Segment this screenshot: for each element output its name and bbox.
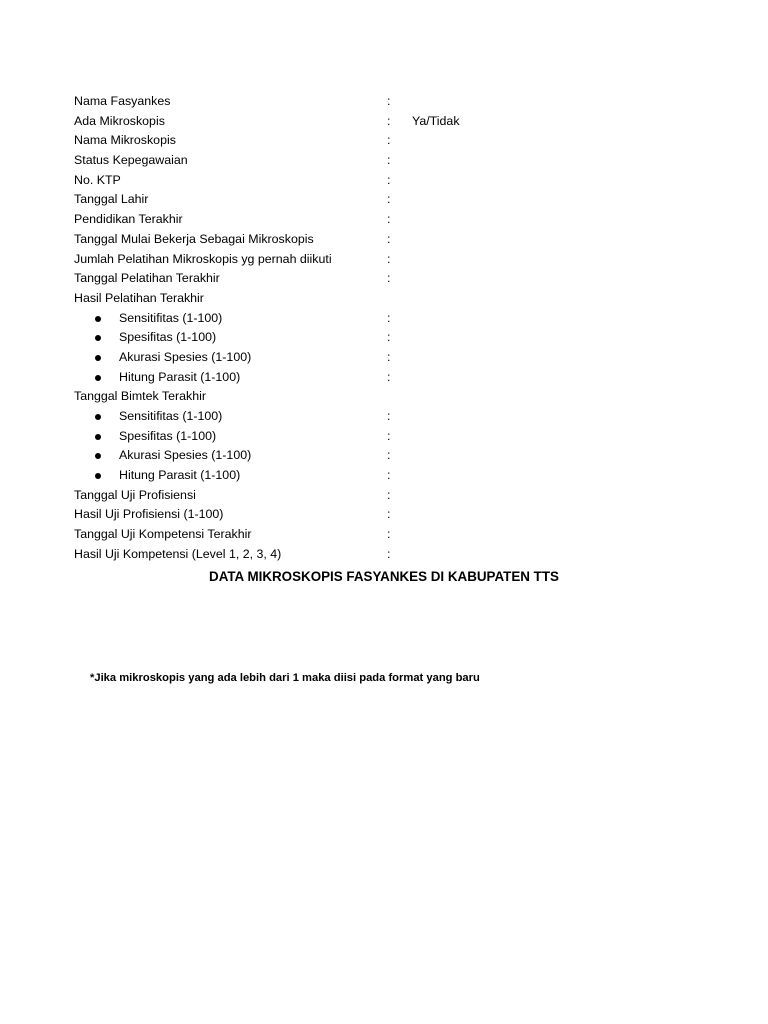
field-colon: : [387, 133, 391, 148]
form-row [74, 131, 694, 151]
field-label: Ada Mikroskopis [74, 113, 165, 128]
field-label: Hasil Uji Profisiensi (1-100) [74, 507, 224, 522]
field-colon: : [387, 369, 391, 384]
form-row [74, 269, 694, 289]
bullet-icon [95, 355, 101, 361]
field-colon: : [387, 448, 391, 463]
field-label: Akurasi Spesies (1-100) [119, 349, 252, 364]
field-label: Hasil Pelatihan Terakhir [74, 290, 204, 305]
field-colon: : [387, 172, 391, 187]
form-row [74, 112, 694, 132]
field-colon: : [387, 153, 391, 168]
form-bullet-row [74, 407, 694, 427]
field-colon: : [387, 271, 391, 286]
field-label: Nama Fasyankes [74, 94, 171, 108]
form-bullet-row [74, 328, 694, 348]
document-title: DATA MIKROSKOPIS FASYANKES DI KABUPATEN TTS [209, 569, 559, 584]
form-bullet-row [74, 368, 694, 388]
field-label: Status Kepegawaian [74, 153, 188, 168]
bullet-icon [95, 453, 101, 459]
microscopist-form [74, 92, 694, 565]
field-label: Hitung Parasit (1-100) [119, 369, 241, 384]
field-colon: : [387, 251, 391, 266]
field-colon: : [387, 487, 391, 502]
form-bullet-row [74, 427, 694, 447]
field-colon: : [387, 192, 391, 207]
field-label: Akurasi Spesies (1-100) [119, 448, 252, 463]
field-colon: : [387, 330, 391, 345]
field-label: Hasil Uji Kompetensi (Level 1, 2, 3, 4) [74, 546, 282, 561]
field-label: Spesifitas (1-100) [119, 428, 217, 443]
form-bullet-row [74, 348, 694, 368]
field-label: Tanggal Mulai Bekerja Sebagai Mikroskopis [74, 231, 314, 246]
form-row [74, 190, 694, 210]
field-label: Tanggal Bimtek Terakhir [74, 389, 206, 404]
form-row [74, 92, 694, 112]
form-row [74, 505, 694, 525]
form-bullet-row [74, 466, 694, 486]
form-row [74, 151, 694, 171]
bullet-icon [95, 473, 101, 479]
field-colon: : [387, 231, 391, 246]
field-colon: : [387, 113, 391, 128]
bullet-icon [95, 434, 101, 440]
form-row [74, 525, 694, 545]
field-colon: : [387, 527, 391, 542]
field-colon: : [387, 94, 391, 108]
bullet-icon [95, 335, 101, 341]
field-label: Tanggal Uji Kompetensi Terakhir [74, 527, 252, 542]
field-colon: : [387, 428, 391, 443]
field-colon: : [387, 507, 391, 522]
form-row [74, 545, 694, 565]
field-label: Sensitifitas (1-100) [119, 310, 223, 325]
field-label: Tanggal Pelatihan Terakhir [74, 271, 220, 286]
form-bullet-row [74, 309, 694, 329]
form-section-heading [74, 387, 694, 407]
field-colon: : [387, 546, 391, 561]
form-row [74, 210, 694, 230]
field-label: Nama Mikroskopis [74, 133, 176, 148]
field-colon: : [387, 409, 391, 423]
form-section-heading [74, 289, 694, 309]
field-colon: : [387, 310, 391, 325]
field-colon: : [387, 349, 391, 364]
footnote: *Jika mikroskopis yang ada lebih dari 1 maka diisi pada format yang baru [90, 672, 480, 684]
bullet-icon [95, 316, 101, 322]
form-row [74, 171, 694, 191]
field-label: Tanggal Lahir [74, 192, 149, 207]
form-bullet-row [74, 446, 694, 466]
field-label: Spesifitas (1-100) [119, 330, 217, 345]
field-label: No. KTP [74, 172, 121, 187]
bullet-icon [95, 375, 101, 381]
field-label: Jumlah Pelatihan Mikroskopis yg pernah diikuti [74, 251, 332, 266]
bullet-icon [95, 414, 101, 420]
field-label: Sensitifitas (1-100) [119, 409, 223, 423]
field-value: Ya/Tidak [412, 113, 460, 128]
field-label: Tanggal Uji Profisiensi [74, 487, 196, 502]
form-row [74, 230, 694, 250]
field-colon: : [387, 468, 391, 483]
form-row [74, 250, 694, 270]
field-colon: : [387, 212, 391, 227]
field-label: Pendidikan Terakhir [74, 212, 183, 227]
form-row [74, 486, 694, 506]
field-label: Hitung Parasit (1-100) [119, 468, 241, 483]
